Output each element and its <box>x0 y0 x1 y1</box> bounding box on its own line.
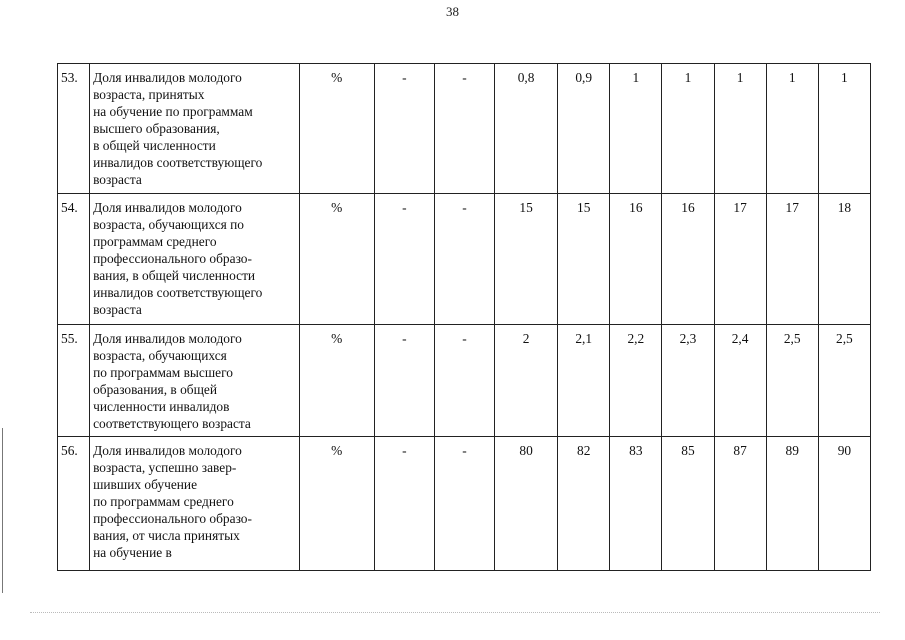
baseline-value-cell: - <box>434 437 494 571</box>
unit-cell: % <box>299 437 374 571</box>
year-value-cell: 90 <box>818 437 870 571</box>
indicators-table <box>57 63 871 571</box>
year-value-cell: 2,4 <box>714 325 766 437</box>
year-value-cell: 0,9 <box>558 64 610 194</box>
indicator-description-cell: Доля инвалидов молодого возраста, обучающихся по программам высшего образования, в общей численности инвалидов соответствующего возраста <box>90 325 300 437</box>
year-value-cell: 1 <box>714 64 766 194</box>
year-value-cell: 17 <box>766 194 818 325</box>
year-value-cell: 0,8 <box>495 64 558 194</box>
year-value-cell: 2,3 <box>662 325 714 437</box>
year-value-cell: 2,5 <box>818 325 870 437</box>
year-value-cell: 15 <box>558 194 610 325</box>
year-value-cell: 87 <box>714 437 766 571</box>
baseline-value-cell: - <box>374 437 434 571</box>
scan-artifact-dots <box>30 612 880 614</box>
baseline-value-cell: - <box>434 64 494 194</box>
year-value-cell: 17 <box>714 194 766 325</box>
year-value-cell: 85 <box>662 437 714 571</box>
scan-margin-line <box>2 428 3 593</box>
baseline-value-cell: - <box>374 64 434 194</box>
indicator-description-cell: Доля инвалидов молодого возраста, успешно завер- шивших обучение по программам среднего профессионального образо- вания, от числа принятых на обучение в <box>90 437 300 571</box>
table-body <box>58 64 871 571</box>
indicator-description-cell: Доля инвалидов молодого возраста, принятых на обучение по программам высшего образования, в общей численности инвалидов соответствующего возраста <box>90 64 300 194</box>
baseline-value-cell: - <box>434 194 494 325</box>
year-value-cell: 83 <box>610 437 662 571</box>
year-value-cell: 2,1 <box>558 325 610 437</box>
table-row <box>58 437 871 571</box>
year-value-cell: 1 <box>818 64 870 194</box>
indicator-description-cell: Доля инвалидов молодого возраста, обучающихся по программам среднего профессионального образо- вания, в общей численности инвалидов соответствующего возраста <box>90 194 300 325</box>
unit-cell: % <box>299 194 374 325</box>
year-value-cell: 18 <box>818 194 870 325</box>
year-value-cell: 2,2 <box>610 325 662 437</box>
unit-cell: % <box>299 64 374 194</box>
row-number-cell: 55. <box>58 325 90 437</box>
year-value-cell: 16 <box>610 194 662 325</box>
year-value-cell: 1 <box>610 64 662 194</box>
year-value-cell: 2 <box>495 325 558 437</box>
year-value-cell: 89 <box>766 437 818 571</box>
row-number-cell: 54. <box>58 194 90 325</box>
row-number-cell: 53. <box>58 64 90 194</box>
table-row <box>58 325 871 437</box>
year-value-cell: 16 <box>662 194 714 325</box>
page-number: 38 <box>446 4 459 19</box>
year-value-cell: 1 <box>766 64 818 194</box>
table-row <box>58 64 871 194</box>
row-number-cell: 56. <box>58 437 90 571</box>
year-value-cell: 80 <box>495 437 558 571</box>
year-value-cell: 1 <box>662 64 714 194</box>
baseline-value-cell: - <box>374 325 434 437</box>
baseline-value-cell: - <box>374 194 434 325</box>
baseline-value-cell: - <box>434 325 494 437</box>
year-value-cell: 2,5 <box>766 325 818 437</box>
year-value-cell: 15 <box>495 194 558 325</box>
year-value-cell: 82 <box>558 437 610 571</box>
unit-cell: % <box>299 325 374 437</box>
table-row <box>58 194 871 325</box>
